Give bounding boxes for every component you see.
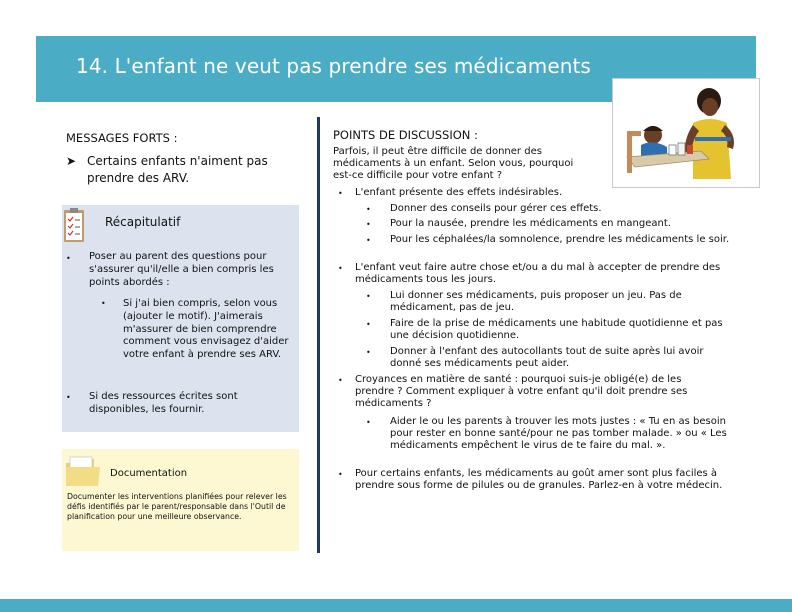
bullet-dot: •: [338, 189, 343, 198]
bullet-dot: •: [66, 393, 71, 402]
bullet-dot: •: [366, 205, 371, 214]
discussion-sub-bullet: Donner à l'enfant des autocollants tout de suite après lui avoir donné ses médicaments peut aider.: [390, 346, 704, 369]
bullet-dot: •: [366, 292, 371, 301]
bullet-dot: •: [101, 299, 106, 308]
folder-icon: [64, 455, 108, 489]
bullet-dot: •: [366, 220, 371, 229]
discussion-bullet-3: Croyances en matière de santé : pourquoi suis-je obligé(e) de les prendre ? Comment expliquer à votre enfant qu'il doit prendre ses médicaments ?: [355, 374, 688, 409]
discussion-intro: Parfois, il peut être difficile de donner des médicaments à un enfant. Selon vous, pourquoi est-ce difficile pour votre enfant ?: [333, 146, 574, 181]
discussion-sub-bullet: Pour la nausée, prendre les médicaments en mangeant.: [390, 218, 671, 229]
recap-bullet-2: Si des ressources écrites sont disponibles, les fournir.: [89, 391, 238, 415]
documentation-title: Documentation: [110, 468, 188, 479]
messages-bullet: ➤ Certains enfants n'aiment pas prendre des ARV.: [66, 154, 268, 185]
recap-title: Récapitulatif: [105, 215, 181, 229]
discussion-heading: POINTS DE DISCUSSION :: [333, 128, 478, 142]
messages-heading: MESSAGES FORTS :: [66, 131, 178, 145]
discussion-sub-bullet: Pour les céphalées/la somnolence, prendre les médicaments le soir.: [390, 234, 730, 245]
bullet-dot: •: [338, 470, 343, 479]
bullet-dot: •: [366, 236, 371, 245]
slide-title: 14. L'enfant ne veut pas prendre ses médicaments: [76, 54, 591, 78]
bullet-dot: •: [66, 254, 71, 263]
bullet-dot: •: [366, 418, 371, 427]
recap-bullet-1: Poser au parent des questions pour s'assurer qu'il/elle a bien compris les points abordés :: [89, 251, 274, 288]
discussion-sub-bullet: Donner des conseils pour gérer ces effets.: [390, 203, 602, 214]
discussion-bullet-4: Pour certains enfants, les médicaments au goût amer sont plus faciles à prendre sous forme de pilules ou de granules. Parlez-en à votre médecin.: [355, 468, 723, 491]
discussion-bullet-1: L'enfant présente des effets indésirables.: [355, 187, 563, 198]
bullet-dot: •: [338, 264, 343, 273]
checklist-icon: [62, 207, 86, 243]
parent-child-medicine-illustration: [613, 79, 759, 187]
bullet-dot: •: [366, 320, 371, 329]
recap-sub-bullet: Si j'ai bien compris, selon vous (ajouter le motif). J'aimerais m'assurer de bien comprendre comment vous envisagez d'aider votre enfant à prendre ses ARV.: [123, 298, 289, 361]
bullet-dot: •: [366, 348, 371, 357]
discussion-sub-bullet: Lui donner ses médicaments, puis proposer un jeu. Pas de médicament, pas de jeu.: [390, 290, 682, 313]
discussion-bullet-2: L'enfant veut faire autre chose et/ou a du mal à accepter de prendre des médicaments tous les jours.: [355, 262, 721, 285]
column-divider: [317, 117, 320, 553]
arrow-bullet-icon: ➤: [66, 154, 77, 168]
discussion-sub-bullet: Aider le ou les parents à trouver les mots justes : « Tu en as besoin pour rester en bonne santé/pour ne pas tomber malade. » ou « Les médicaments empêchent le virus de te faire du mal. ».: [390, 416, 727, 451]
bullet-dot: •: [338, 376, 343, 385]
documentation-text: Documenter les interventions planifiées pour relever les défis identifiés par le parent/responsable dans l'Outil de planification pour une meilleure observance.: [67, 492, 287, 521]
illustration-frame: [612, 78, 760, 188]
footer-bar: [0, 599, 792, 612]
discussion-sub-bullet: Faire de la prise de médicaments une habitude quotidienne et pas une décision quotidienne.: [390, 318, 723, 341]
